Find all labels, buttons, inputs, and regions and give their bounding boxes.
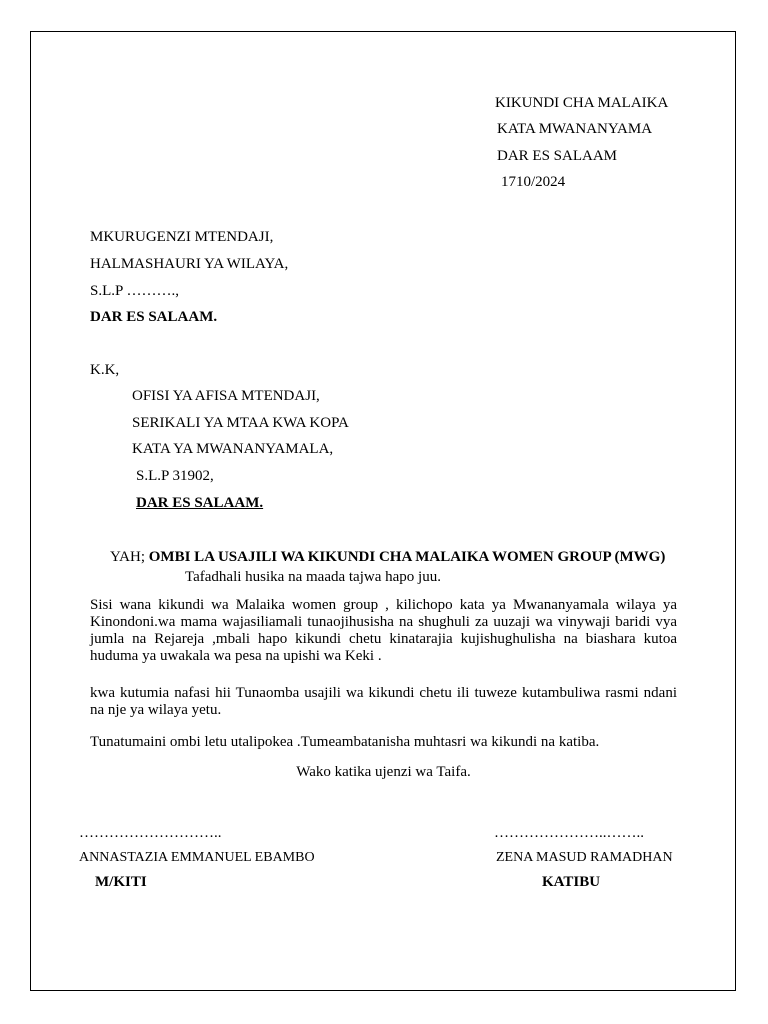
subject-title: OMBI LA USAJILI WA KIKUNDI CHA MALAIKA WOMEN GROUP (MWG) — [148, 549, 666, 565]
body-paragraph-3: Tunatumaini ombi letu utalipokea .Tumeambatanisha muhtasri wa kikundi na katiba. — [90, 734, 600, 750]
cc-line-1: OFISI YA AFISA MTENDAJI, — [132, 388, 320, 404]
cc-line-3: KATA YA MWANANYAMALA, — [132, 441, 334, 457]
sender-line-2: KATA MWANANYAMA — [497, 121, 653, 137]
subject-prefix: YAH; — [110, 549, 149, 565]
body-paragraph-1: Sisi wana kikundi wa Malaika women group , kilichopo kata ya Mwananyamala wilaya ya Kinondoni.wa mama wajasiliamali tunaojihusisha na shughuli za uuzaji wa vinywaji baridi vya jumla na Rejareja ,mbali hapo kikundi chetu kinatarajia kujishughulisha na biashara kutoa huduma ya uwakala wa pesa na upishi wa Keki . — [90, 597, 677, 664]
closing-line: Wako katika ujenzi wa Taifa. — [296, 764, 471, 780]
signature-right-dots: …………………..…….. — [494, 825, 644, 841]
cc-line-2: SERIKALI YA MTAA KWA KOPA — [132, 415, 349, 431]
sender-line-3: DAR ES SALAAM — [497, 148, 618, 164]
recipient-line-1: MKURUGENZI MTENDAJI, — [90, 229, 274, 245]
sender-line-1: KIKUNDI CHA MALAIKA — [495, 95, 669, 111]
signature-right-name: ZENA MASUD RAMADHAN — [496, 850, 673, 865]
cc-line-5: DAR ES SALAAM. — [136, 495, 264, 511]
recipient-line-4: DAR ES SALAAM. — [90, 309, 218, 325]
signature-left-dots: ……………………….. — [79, 825, 222, 841]
signature-left-name: ANNASTAZIA EMMANUEL EBAMBO — [79, 850, 315, 865]
body-paragraph-2: kwa kutumia nafasi hii Tunaomba usajili wa kikundi chetu ili tuweze kutambuliwa rasmi ndani na nje ya wilaya yetu. — [90, 685, 677, 718]
subject-line — [110, 548, 665, 566]
cc-label: K.K, — [90, 362, 120, 378]
signature-left-title: M/KITI — [95, 874, 147, 890]
recipient-line-3: S.L.P ………., — [90, 283, 180, 299]
cc-line-4: S.L.P 31902, — [136, 468, 214, 484]
recipient-line-2: HALMASHAURI YA WILAYA, — [90, 256, 289, 272]
signature-right-title: KATIBU — [542, 874, 601, 890]
subject-note: Tafadhali husika na maada tajwa hapo juu. — [185, 569, 441, 585]
sender-date: 1710/2024 — [501, 174, 566, 190]
